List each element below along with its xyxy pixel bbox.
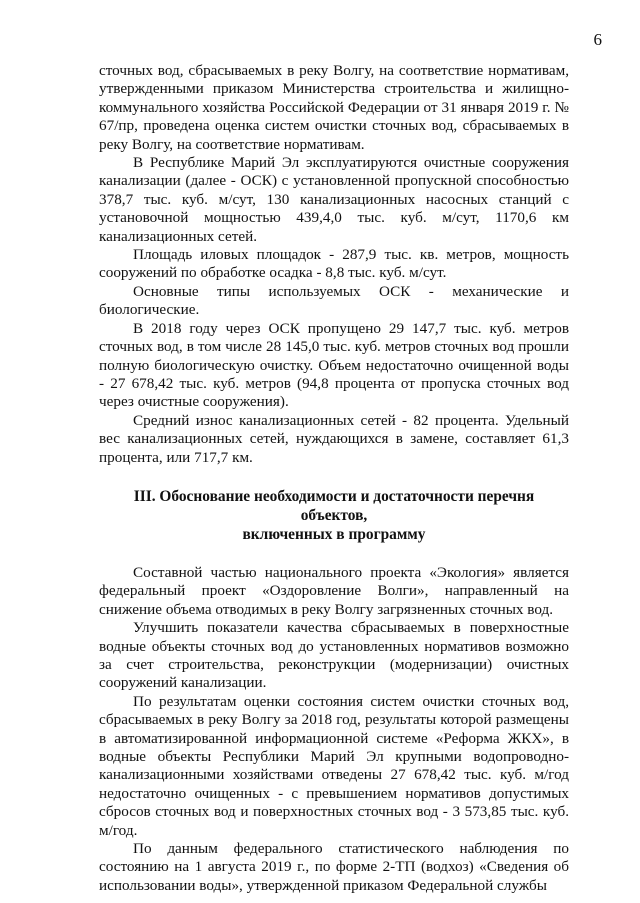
paragraph-statistics: По данным федерального статистического наблюдения по состоянию на 1 августа 2019 г., по форме 2-ТП (водхоз) «Сведения об использовании воды», утвержденной приказом Федеральной службы — [99, 840, 569, 894]
paragraph-osk-facilities: В Республике Марий Эл эксплуатируются очистные сооружения канализации (далее - ОСК) с установленной пропускной способностью 378,7 тыс. куб. м/сут, 130 канализационных насосных станций с установочной мощностью 439,4,0 тыс. куб. м/сут, 1170,6 км канализационных сетей. — [99, 154, 569, 245]
paragraph-assessment-results: По результатам оценки состояния систем очистки сточных вод, сбрасываемых в реку Волгу за 2018 год, результаты которой размещены в автоматизированной информационной системе «Реформа ЖКХ», в водные объекты Республики Марий Эл крупными водопроводно-канализационными хозяйствами отведены 27 678,42 тыс. куб. м/год недостаточно очищенных - с превышением нормативов допустимых сбросов сточных вод и поверхностных сточных вод - 3 573,85 тыс. куб. м/год. — [99, 692, 569, 839]
page-number: 6 — [593, 30, 602, 49]
paragraph-water-norms-assessment: сточных вод, сбрасываемых в реку Волгу, на соответствие нормативам, утвержденными приказом Министерства строительства и жилищно-коммунального хозяйства Российской Федерации от 31 января 2019 г. № 67/пр, проведена оценка систем очистки сточных вод, сбрасываемых в реку Волгу, на соответствие нормативам. — [99, 62, 569, 153]
section-heading-line-1: III. Обоснование необходимости и достаточности перечня объектов, — [133, 487, 535, 524]
paragraph-improve-quality: Улучшить показатели качества сбрасываемых в поверхностные водные объекты сточных вод до установленных нормативов возможно за счет строительства, реконструкции (модернизации) очистных сооружений канализации. — [99, 619, 569, 692]
paragraph-osk-types: Основные типы используемых ОСК - механические и биологические. — [99, 282, 569, 319]
paragraph-2018-throughput: В 2018 году через ОСК пропущено 29 147,7 тыс. куб. метров сточных вод, в том числе 28 145,0 тыс. куб. метров сточных вод прошли полную биологическую очистку. Объем недостаточно очищенной воды - 27 678,42 тыс. куб. метров (94,8 процента от пропуска сточных вод через очистные сооружения). — [99, 319, 569, 411]
paragraph-network-wear: Средний износ канализационных сетей - 82 процента. Удельный вес канализационных сетей, нуждающихся в замене, составляет 61,3 процента, или 717,7 км. — [99, 411, 569, 466]
document-body — [99, 62, 569, 895]
section-heading — [99, 487, 569, 544]
section-heading-line-2: включенных в программу — [242, 525, 426, 543]
paragraph-national-project: Составной частью национального проекта «Экология» является федеральный проект «Оздоровление Волги», направленный на снижение объема отводимых в реку Волгу загрязненных сточных вод. — [99, 563, 569, 618]
paragraph-sludge-areas: Площадь иловых площадок - 287,9 тыс. кв. метров, мощность сооружений по обработке осадка - 8,8 тыс. куб. м/сут. — [99, 246, 569, 282]
